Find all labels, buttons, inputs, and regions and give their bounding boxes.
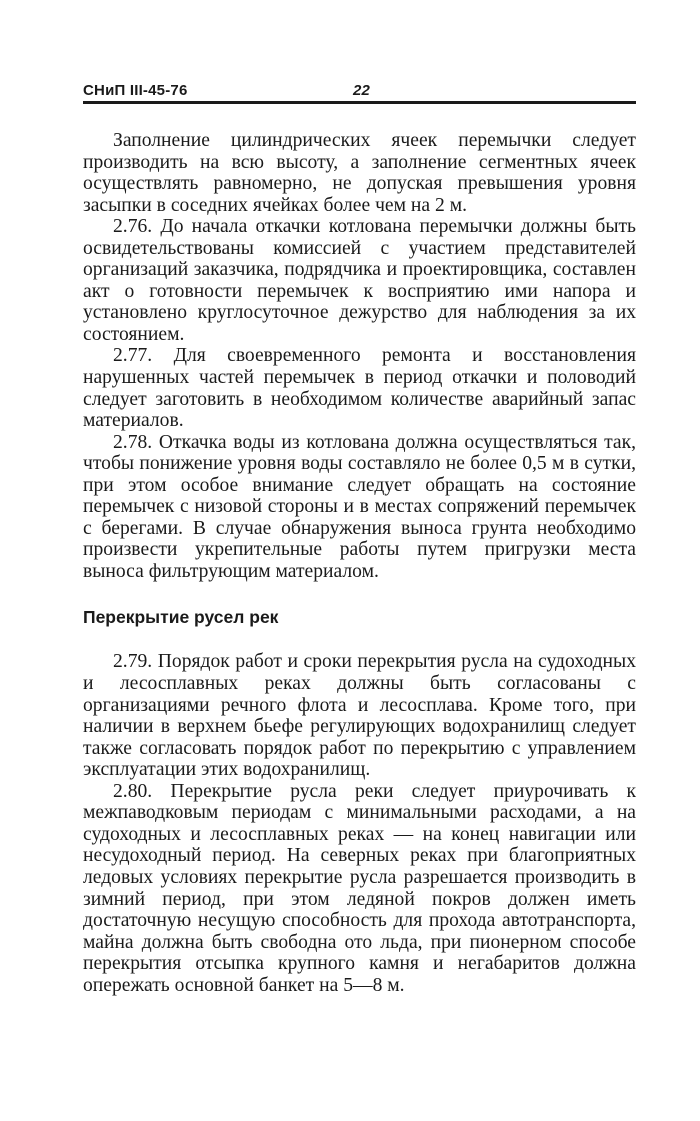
paragraph-text: Перекрытие русла реки следует приурочивать к межпаводковым периодам с минимальными расходами, а на судоходных и лесосплавных реках — на конец навигации или несудоходный период. На северных реках при благоприятных ледовых условиях перекрытие русла разрешается производить в зимний период, при этом ледяной покров должен иметь достаточную несущую способность для прохода автотранспорта, майна должна быть свободна ото льда, при пионерном способе перекрытия отсыпка крупного камня и негабаритов должна опережать основной банкет на 5—8 м. xyxy=(83,780,636,996)
document-code: СНиП III-45-76 xyxy=(83,82,188,99)
paragraph-number: 2.77. xyxy=(113,345,153,367)
paragraph-text: Откачка воды из котлована должна осуществляться так, чтобы понижение уровня воды составляло не более 0,5 м в сутки, при этом особое внимание следует обращать на состояние перемычек с низовой стороны и в местах сопряжений перемычек с берегами. В случае обнаружения выноса грунта необходимо произвести укрепительные работы путем пригрузки места выноса фильтрующим материалом. xyxy=(83,431,636,582)
paragraph-number: 2.78. xyxy=(113,431,153,453)
header-rule xyxy=(83,101,636,104)
paragraph-text: Порядок работ и сроки перекрытия русла на судоходных и лесосплавных реках должны быть согласованы с организациями речного флота и лесосплава. Кроме того, при наличии в верхнем бьефе регулирующих водохранилищ следует также согласовать порядок работ по перекрытию с управлением эксплуатации этих водохранилищ. xyxy=(83,651,637,781)
paragraph-2-78 xyxy=(83,432,636,583)
paragraph-number: 2.79. xyxy=(113,651,153,673)
paragraph-text: Заполнение цилиндрических ячеек перемычки следует производить на всю высоту, а заполнение сегментных ячеек осуществлять равномерно, не допуская превышения уровня засыпки в соседних ячейках более чем на 2 м. xyxy=(83,130,636,216)
paragraph-2-76 xyxy=(83,216,636,345)
paragraph-number: 2.80. xyxy=(113,780,153,802)
page-number: 22 xyxy=(353,82,371,99)
paragraph-continuation xyxy=(83,130,636,216)
paragraph-2-80 xyxy=(83,781,636,996)
body-text xyxy=(83,130,636,996)
paragraph-text: До начала откачки котлована перемычки должны быть освидетельствованы комиссией с участием представителей организаций заказчика, подрядчика и проектировщика, составлен акт о готовности перемычек к восприятию ими напора и установлено круглосуточное дежурство для наблюдения за их состоянием. xyxy=(83,216,636,345)
running-header xyxy=(83,80,636,102)
paragraph-2-79 xyxy=(83,651,636,780)
paragraph-2-77 xyxy=(83,345,636,431)
paragraph-text: Для своевременного ремонта и восстановления нарушенных частей перемычек в период откачки и половодий следует заготовить в необходимом количестве аварийный запас материалов. xyxy=(83,345,636,432)
section-heading: Перекрытие русел рек xyxy=(83,607,279,628)
document-page xyxy=(83,80,636,996)
paragraph-number: 2.76. xyxy=(113,216,153,238)
